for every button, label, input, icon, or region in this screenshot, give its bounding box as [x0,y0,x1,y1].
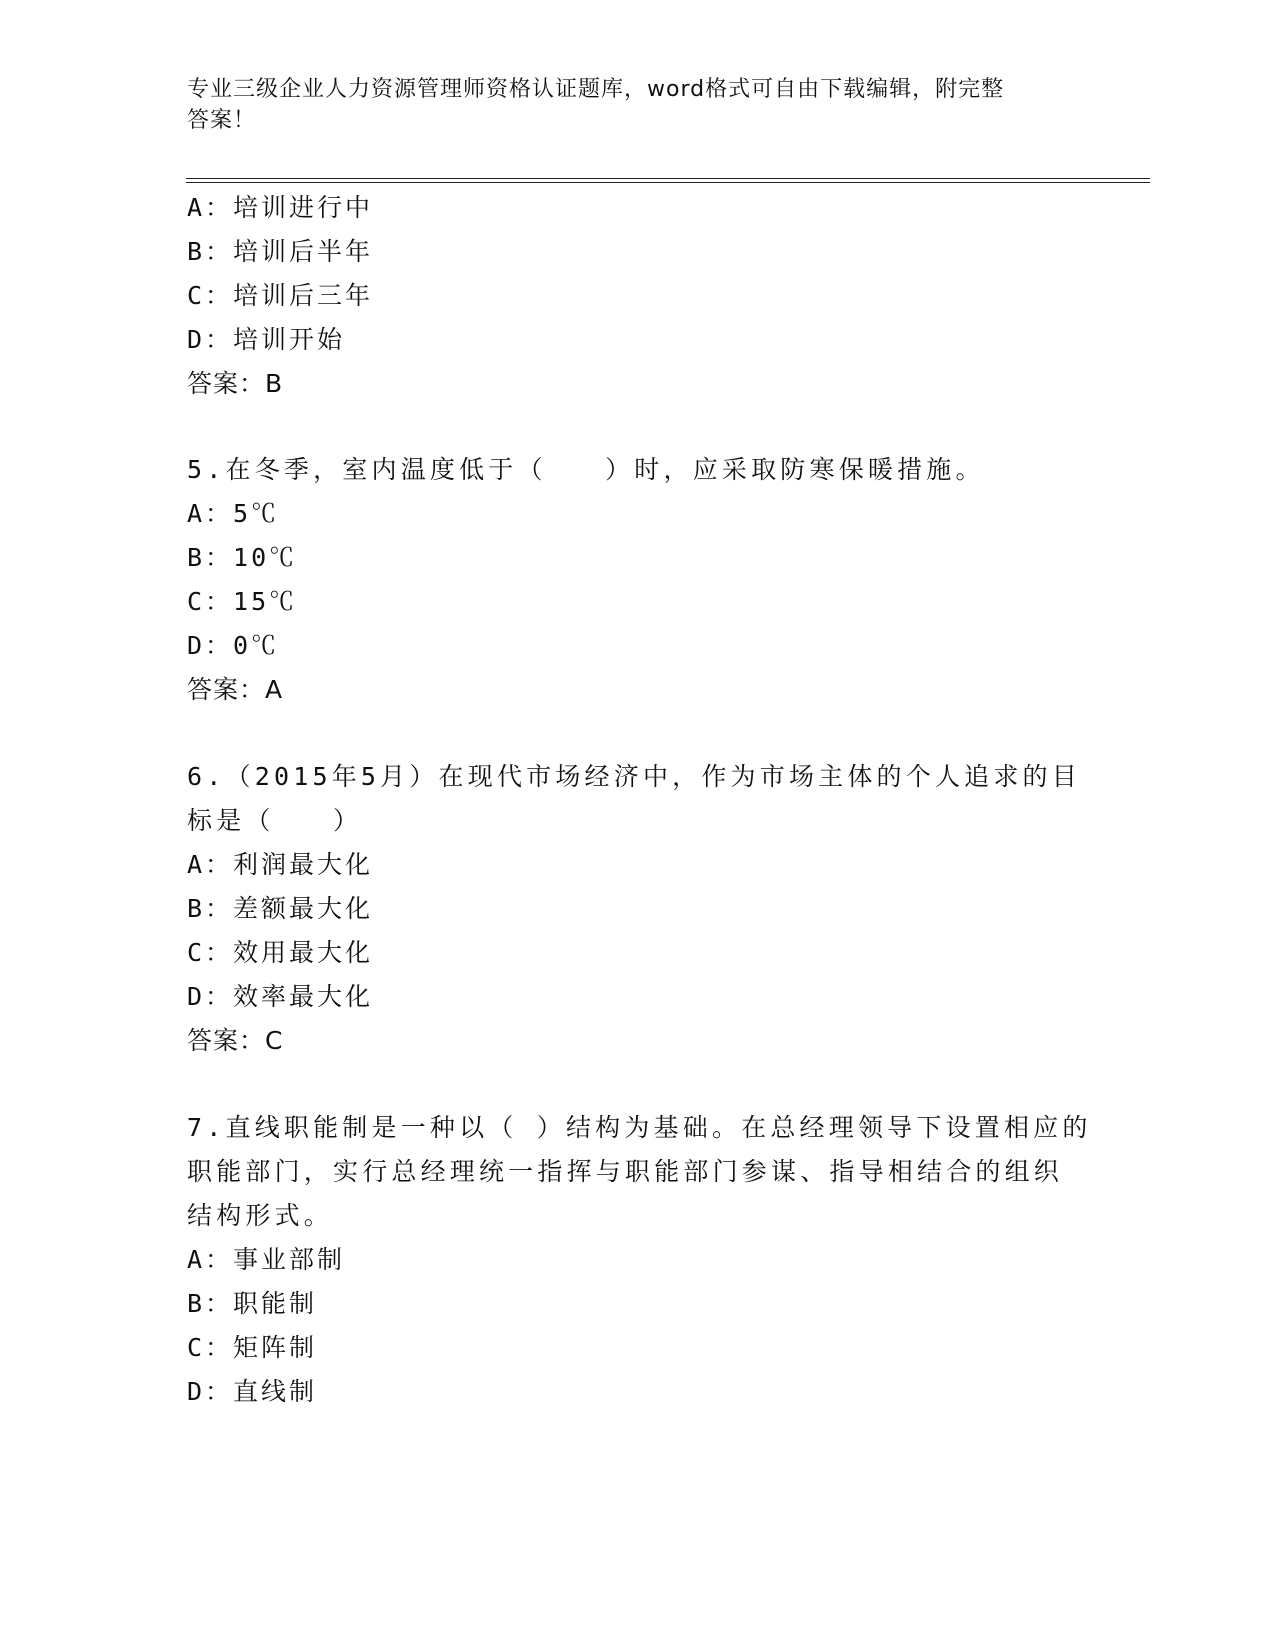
header-line-1: 专业三级企业人力资源管理师资格认证题库，word格式可自由下载编辑，附完整 [187,77,1005,102]
q4-option-b: B：培训后半年 [187,237,374,266]
document-header [187,74,1067,136]
q5-option-d: D：0℃ [187,631,280,660]
q7-stem-line-1: 7.直线职能制是一种以（ ）结构为基础。在总经理领导下设置相应的 [187,1113,1092,1142]
q5-option-b: B：10℃ [187,543,298,572]
q5-option-a: A：5℃ [187,499,280,528]
q5-answer: 答案：A [187,675,284,704]
q4-option-a: A：培训进行中 [187,193,374,222]
q6-option-b: B：差额最大化 [187,894,374,923]
q6-answer: 答案：C [187,1026,284,1055]
q7-stem-line-2: 职能部门，实行总经理统一指挥与职能部门参谋、指导相结合的组织 [187,1157,1064,1186]
header-double-rule [186,178,1150,183]
q4-option-c: C：培训后三年 [187,281,374,310]
q6-option-c: C：效用最大化 [187,938,374,967]
q7-stem-line-3: 结构形式。 [187,1201,334,1230]
header-line-2: 答案！ [187,108,257,133]
q6-option-a: A：利润最大化 [187,850,374,879]
q6-stem-line-1: 6.（2015年5月）在现代市场经济中，作为市场主体的个人追求的目 [187,762,1081,791]
q7-option-a: A：事业部制 [187,1245,346,1274]
q4-option-d: D：培训开始 [187,325,346,354]
q7-option-b: B：职能制 [187,1289,318,1318]
q6-stem-line-2: 标是（ ） [187,806,363,835]
q7-option-c: C：矩阵制 [187,1333,318,1362]
q6-option-d: D：效率最大化 [187,982,374,1011]
q4-answer: 答案：B [187,369,284,398]
q5-option-c: C：15℃ [187,587,298,616]
q5-stem: 5.在冬季，室内温度低于（ ）时，应采取防寒保暖措施。 [187,455,985,484]
q7-option-d: D：直线制 [187,1377,318,1406]
